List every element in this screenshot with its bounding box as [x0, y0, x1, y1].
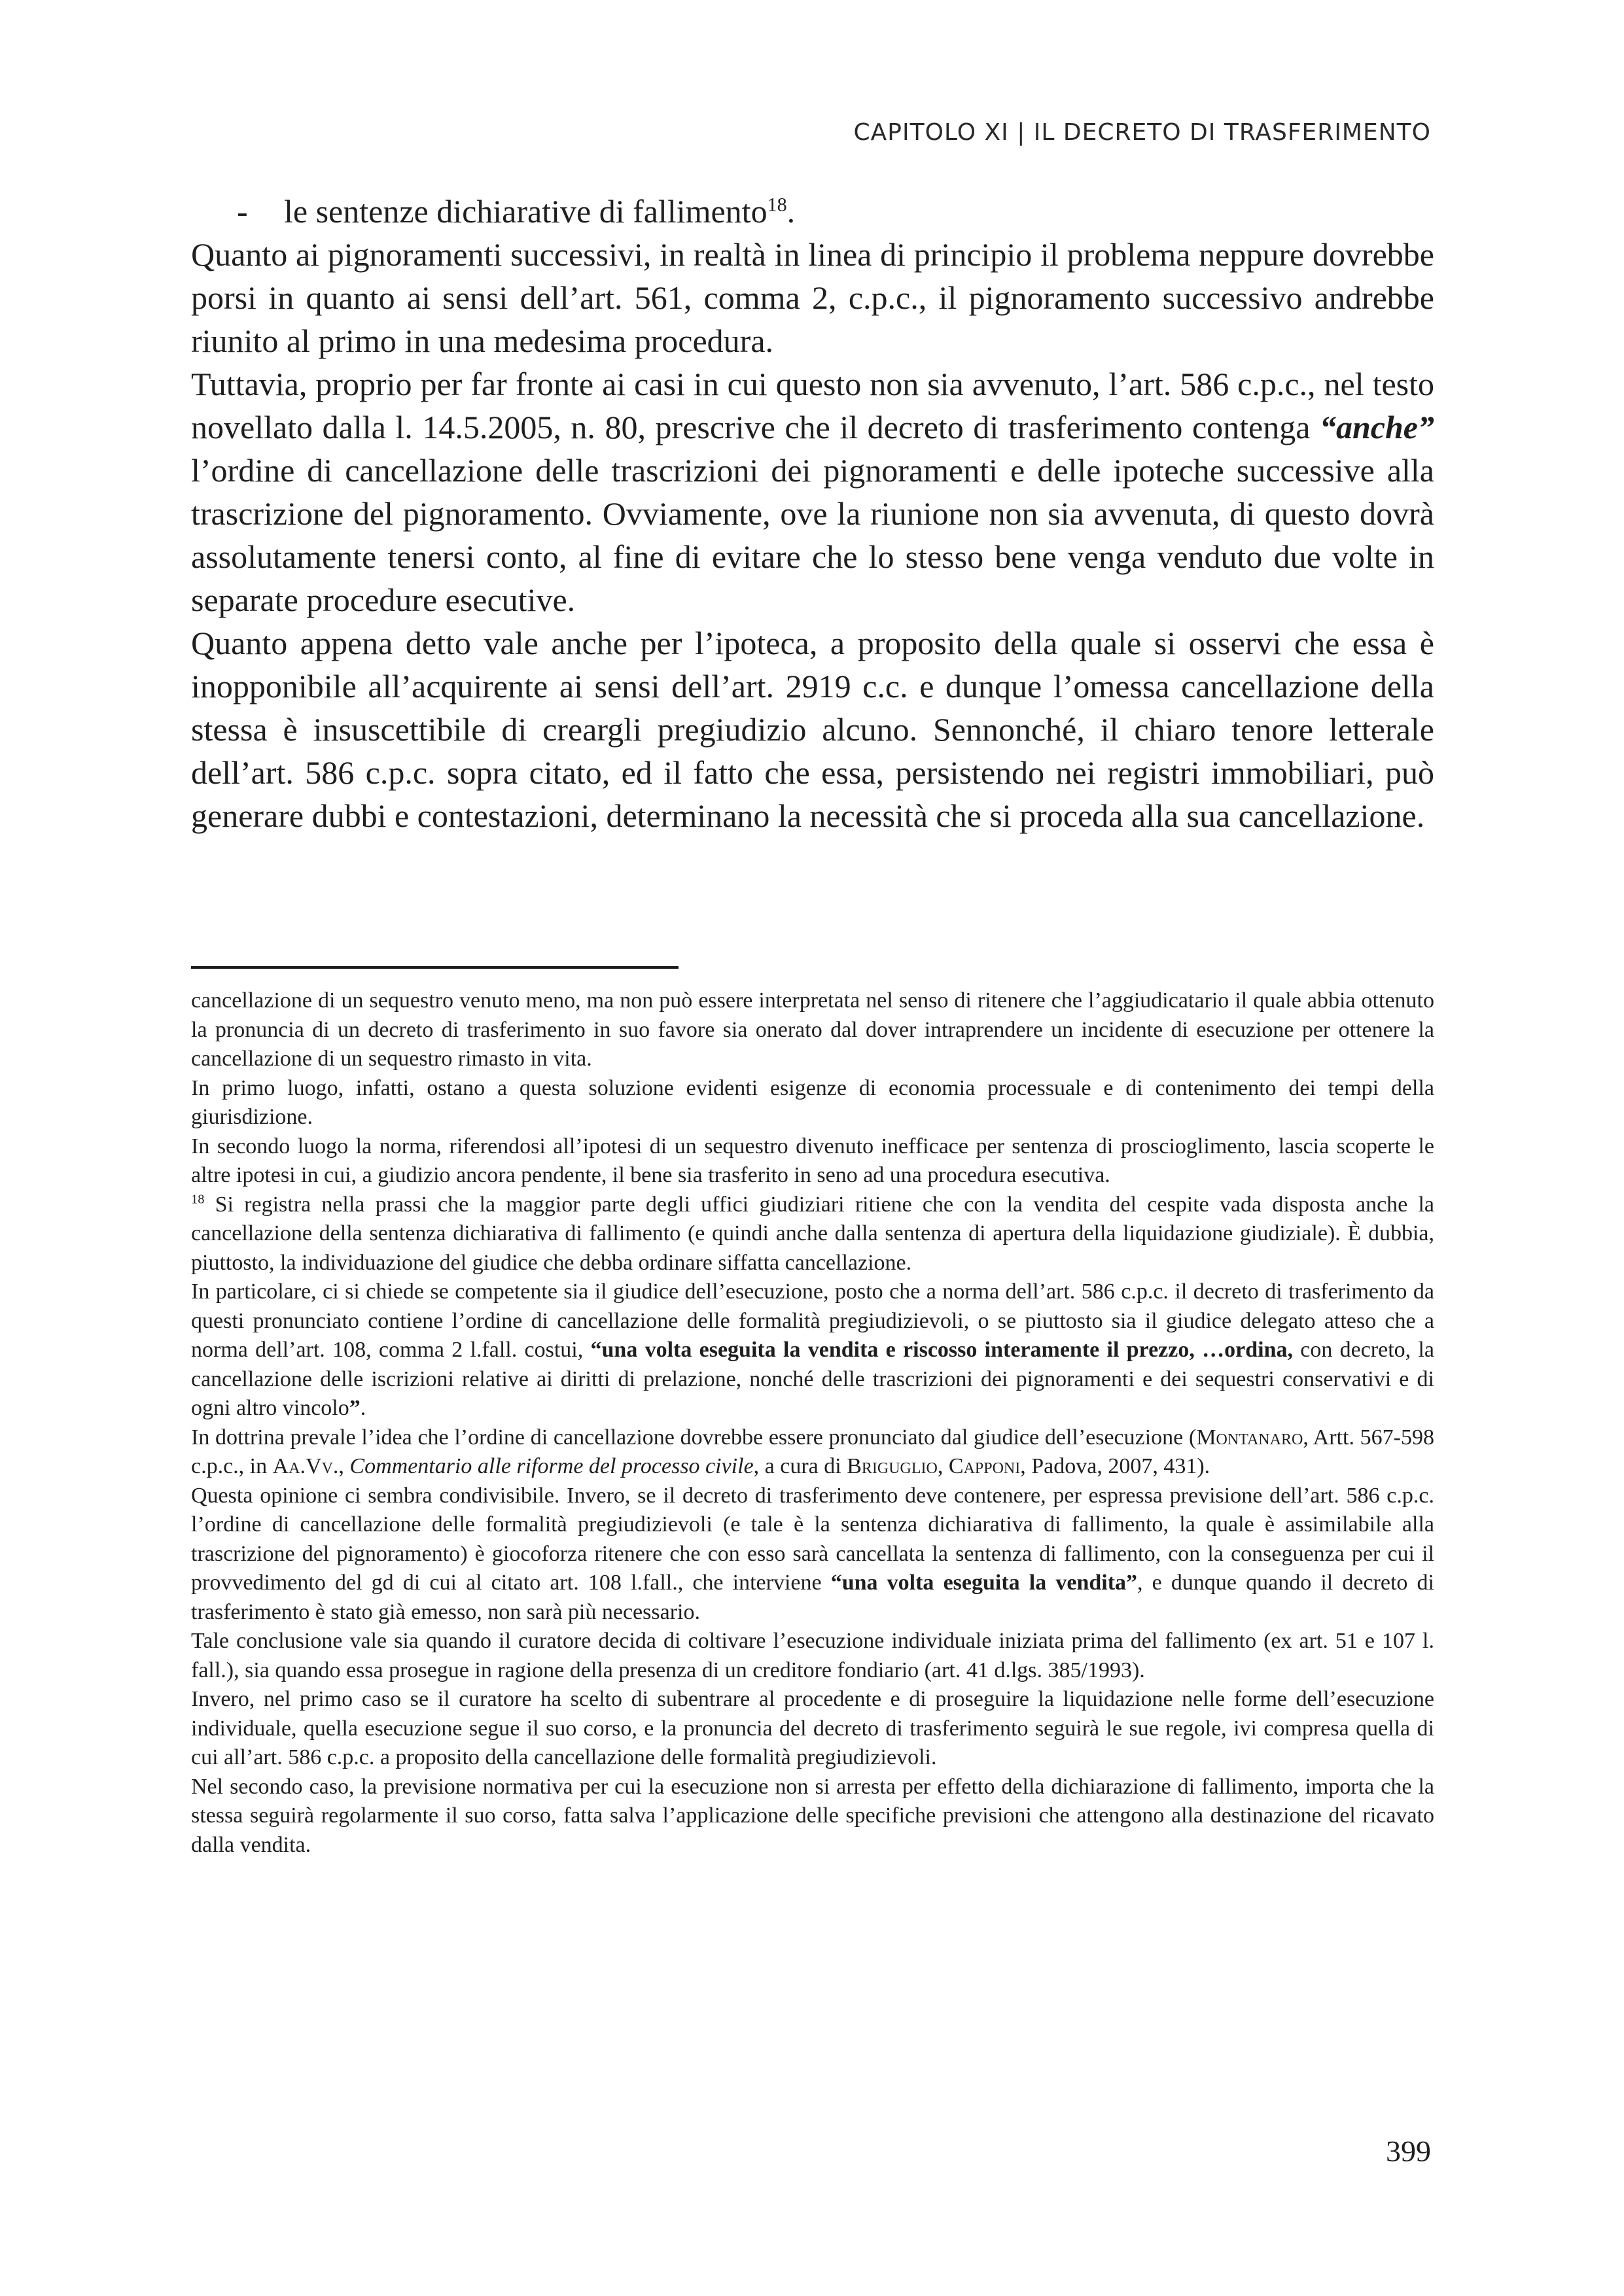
work-title: Commentario alle riforme del processo civile — [349, 1454, 754, 1478]
footnote-paragraph: In secondo luogo la norma, riferendosi all’ipotesi di un sequestro divenuto inefficace per sentenza di proscioglimento, lascia scoperte le altre ipotesi in cui, a giudizio ancora pendente, il bene sia trasferito in seno ad una procedura esecutiva. — [191, 1134, 1434, 1187]
paragraph-1: Quanto ai pignoramenti successivi, in realtà in linea di principio il problema neppure dovrebbe porsi in quanto ai sensi dell’art. 561, comma 2, c.p.c., il pignoramento successivo andrebbe riunito al primo in una medesima procedura. — [191, 236, 1434, 359]
bullet-item — [191, 190, 1434, 233]
footnote-paragraph: In particolare, ci si chiede se competente sia il giudice dell’esecuzione, posto che a norma dell’art. 586 c.p.c. il decreto di trasferimento da questi pronunciato contiene l’ordine di cancellazione delle formalità pregiudizievoli, o se piuttosto sia il giudice delegato atteso che a norma dell’art. 108, comma 2 l.fall. costui, “una volta eseguita la vendita e riscosso interamente il prezzo, …ordina, con decreto, la cancellazione delle iscrizioni relative ai diritti di prelazione, nonché delle trascrizioni dei pignoramenti e dei sequestri conservativi e di ogni altro vincolo”. — [191, 1279, 1434, 1420]
footnote-paragraph: In dottrina prevale l’idea che l’ordine di cancellazione dovrebbe essere pronunciato dal giudice dell’esecuzione (Montanaro, Artt. 567-598 c.p.c., in Aa.Vv., Commentario alle riforme del processo civile, a cura di Briguglio, Capponi, Padova, 2007, 431). — [191, 1425, 1434, 1478]
bold-ordina: …ordina, — [1202, 1338, 1293, 1362]
paragraph-2: Tuttavia, proprio per far fronte ai casi in cui questo non sia avvenuto, l’art. 586 c.p.c., nel testo novellato dalla l. 14.5.2005, n. 80, prescrive che il decreto di trasferimento contenga “anche” l’ordine di cancellazione delle trascrizioni dei pignoramenti e delle ipoteche successive alla trascrizione del pignoramento. Ovviamente, ove la riunione non sia avvenuta, di questo dovrà assolutamente tenersi conto, al fine di evitare che lo stesso bene venga venduto due volte in separate procedure esecutive. — [191, 366, 1434, 618]
footnote-paragraph: Questa opinione ci sembra condivisibile. Invero, se il decreto di trasferimento deve contenere, per espressa previsione dell’art. 586 c.p.c. l’ordine di cancellazione delle formalità pregiudizievoli (e tale è la sentenza dichiarativa di fallimento, la quale è assimilabile alla trascrizione del pignoramento) è giocoforza ritenere che con esso sarà cancellata la sentenza di fallimento, con la conseguenza per cui il provvedimento del gd di cui al citato art. 108 l.fall., che interviene “una volta eseguita la vendita”, e dunque quando il decreto di trasferimento è stato già emesso, non sarà più necessario. — [191, 1483, 1434, 1624]
bullet-dash: - — [237, 193, 248, 230]
footnote-separator — [191, 966, 679, 969]
page-number: 399 — [1386, 2134, 1431, 2168]
author-name: Montanaro — [1196, 1425, 1303, 1450]
running-head: CAPITOLO XI | IL DECRETO DI TRASFERIMENTO — [853, 119, 1431, 146]
footnote-ref[interactable]: 18 — [767, 194, 787, 216]
emphasis-anche: “anche” — [1320, 409, 1434, 445]
paragraph-3: Quanto appena detto vale anche per l’ipoteca, a proposito della quale si osservi che essa è inopponibile all’acquirente ai sensi dell’art. 2919 c.c. e dunque l’omessa cancellazione della stessa è insuscettibile di creargli pregiudizio alcuno. Sennonché, il chiaro tenore letterale dell’art. 586 c.p.c. sopra citato, ed il fatto che essa, persistendo nei registri immobiliari, può generare dubbi e contestazioni, determinano la necessità che si proceda alla sua cancellazione. — [191, 625, 1434, 834]
author-name: Briguglio — [847, 1454, 938, 1478]
footnote-paragraph: Tale conclusione vale sia quando il curatore decida di coltivare l’esecuzione individuale iniziata prima del fallimento (ex art. 51 e 107 l. fall.), sia quando essa prosegue in ragione della presenza di un creditore fondiario (art. 41 d.lgs. 385/1993). — [191, 1629, 1434, 1682]
footnote-paragraph: Nel secondo caso, la previsione normativa per cui la esecuzione non si arresta per effetto della dichiarazione di fallimento, importa che la stessa seguirà regolarmente il suo corso, fatta salva l’applicazione delle specifiche previsioni che attengono alla destinazione del ricavato dalla vendita. — [191, 1774, 1434, 1857]
footnote-number: 18 — [191, 1192, 205, 1207]
footnote-18: $^{18}$ Si registra nella prassi che la maggior parte degli uffici giudiziari ritiene che con la vendita del cespite vada disposta anche la cancellazione della sentenza dichiarativa di fallimento (e quindi anche dalla sentenza di apertura della liquidazione giudiziale). È dubbia, piuttosto, la individuazione del giudice che debba ordinare siffatta cancellazione. — [191, 1192, 1434, 1275]
main-text — [191, 190, 1434, 837]
footnotes — [191, 986, 1434, 1860]
bullet-text: le sentenze dichiarative di fallimento$^{18}$. — [284, 193, 796, 230]
footnote-paragraph: In primo luogo, infatti, ostano a questa soluzione evidenti esigenze di economia processuale e di contenimento dei tempi della giurisdizione. — [191, 1075, 1434, 1129]
footnote-paragraph: Invero, nel primo caso se il curatore ha scelto di subentrare al procedente e di proseguire la liquidazione nelle forme dell’esecuzione individuale, quella esecuzione segue il suo corso, e la pronuncia del decreto di trasferimento seguirà le sue regole, ivi compresa quella di cui all’art. 586 c.p.c. a proposito della cancellazione delle formalità pregiudizievoli. — [191, 1687, 1434, 1769]
footnote-continuation: cancellazione di un sequestro venuto meno, ma non può essere interpretata nel senso di ritenere che l’aggiudicatario il quale abbia ottenuto la pronuncia di un decreto di trasferimento in suo favore sia onerato dal dover intraprendere un incidente di esecuzione per ottenere la cancellazione di un sequestro rimasto in vita. — [191, 988, 1434, 1071]
author-name: Capponi — [948, 1454, 1021, 1478]
